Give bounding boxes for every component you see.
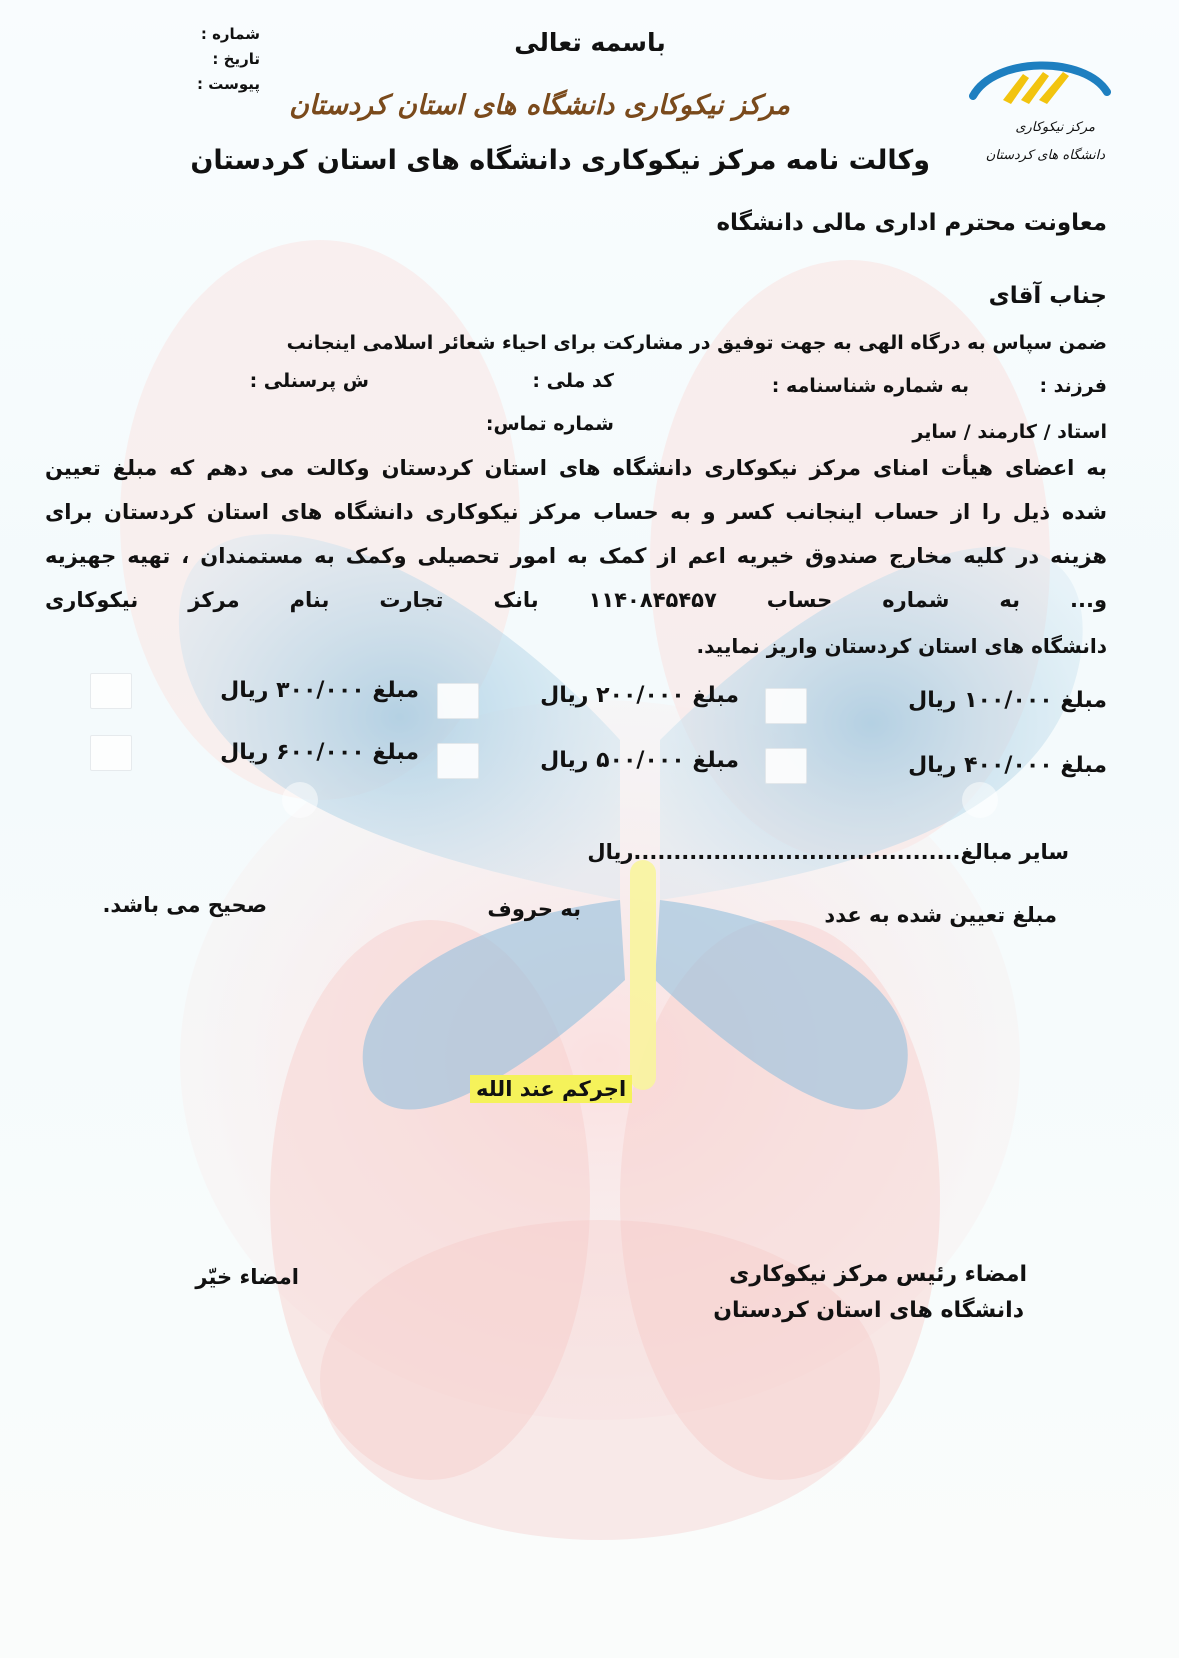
checkbox-500k[interactable]	[437, 743, 479, 779]
paragraph-line: به اعضای هیأت امنای مرکز نیکوکاری دانشگاه های استان کردستان وکالت می دهم که مبلغ تعیین	[45, 456, 1107, 480]
number-label: شماره :	[200, 25, 260, 43]
amount-option-200k: مبلغ ۲۰۰/۰۰۰ ریال	[540, 683, 739, 708]
paragraph-line: شده ذیل را از حساب اینجانب کسر و به حساب مرکز نیکوکاری دانشگاه های استان کردستان برای	[45, 500, 1107, 524]
intro-line: ضمن سپاس به درگاه الهی به جهت توفیق در مشارکت برای احیاء شعائر اسلامی اینجانب	[286, 332, 1107, 354]
paragraph-closing-line: دانشگاه های استان کردستان واریز نمایید.	[696, 634, 1107, 658]
amount-option-100k: مبلغ ۱۰۰/۰۰۰ ریال	[908, 688, 1107, 713]
attachment-label: پیوست :	[196, 75, 260, 93]
amount-option-500k: مبلغ ۵۰۰/۰۰۰ ریال	[540, 748, 739, 773]
checkbox-300k[interactable]	[90, 673, 132, 709]
recipient-line: معاونت محترم اداری مالی دانشگاه	[716, 210, 1107, 236]
basmala: باسمه تعالی	[514, 28, 666, 57]
head-signature-line2: دانشگاه های استان کردستان	[713, 1298, 1024, 1323]
document-title: وکالت نامه مرکز نیکوکاری دانشگاه های استان کردستان	[190, 145, 930, 176]
org-calligraphy-heading: مرکز نیکوکاری دانشگاه های استان کردستان	[289, 90, 790, 121]
field-child-of: فرزند :	[1039, 375, 1107, 397]
amount-option-600k: مبلغ ۶۰۰/۰۰۰ ریال	[220, 740, 419, 765]
field-role: استاد / کارمند / سایر	[912, 421, 1107, 443]
checkbox-200k[interactable]	[437, 683, 479, 719]
amount-correct-label: صحیح می باشد.	[102, 893, 267, 917]
checkbox-100k[interactable]	[765, 688, 807, 724]
amount-option-400k: مبلغ ۴۰۰/۰۰۰ ریال	[908, 753, 1107, 778]
checkbox-400k[interactable]	[765, 748, 807, 784]
org-logo	[965, 48, 1115, 198]
blessing-text: اجرکم عند الله	[470, 1075, 632, 1103]
date-label: تاریخ :	[212, 50, 260, 68]
charity-logo-icon	[965, 48, 1115, 118]
field-personnel-no: ش پرسنلی :	[249, 370, 369, 392]
logo-text-line2: دانشگاه های کردستان	[985, 148, 1105, 163]
field-contact-number: شماره تماس:	[485, 413, 614, 435]
logo-text-line1: مرکز نیکوکاری	[1015, 120, 1095, 135]
head-signature-line1: امضاء رئیس مرکز نیکوکاری	[729, 1262, 1027, 1287]
paragraph-line: و... به شماره حساب ۱۱۴۰۸۴۵۴۵۷ بانک تجارت بنام مرکز نیکوکاری	[45, 588, 1107, 612]
checkbox-600k[interactable]	[90, 735, 132, 771]
amount-option-300k: مبلغ ۳۰۰/۰۰۰ ریال	[220, 678, 419, 703]
paragraph-line: هزینه در کلیه مخارج صندوق خیریه اعم از کمک به امور تحصیلی وکمک به مستمندان ، تهیه جهیزیه	[45, 544, 1107, 568]
amount-in-numbers-label: مبلغ تعیین شده به عدد	[824, 903, 1057, 927]
field-national-code: کد ملی :	[532, 370, 614, 392]
donor-signature-label: امضاء خیّر	[195, 1265, 299, 1289]
other-amount-line: سایر مبالغ.........................................ریال	[587, 840, 1069, 864]
field-id-number: به شماره شناسنامه :	[771, 375, 969, 397]
salutation-line: جناب آقای	[988, 283, 1107, 309]
amount-in-words-label: به حروف	[487, 897, 581, 921]
